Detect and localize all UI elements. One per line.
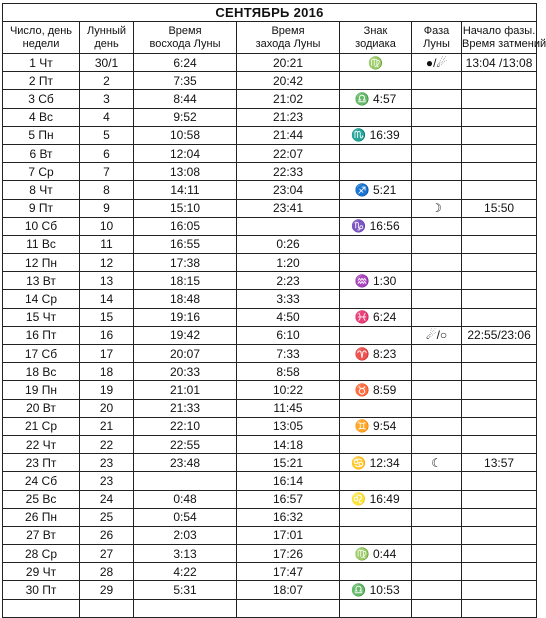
phase-time-cell	[462, 254, 537, 272]
moonset-cell: 17:01	[237, 526, 340, 544]
date-cell: 9 Пт	[3, 199, 80, 217]
date-cell: 21 Ср	[3, 417, 80, 435]
table-row	[3, 417, 537, 435]
zodiac-cell: ♌ 16:49	[340, 490, 412, 508]
empty-cell	[340, 599, 412, 617]
phase-time-cell	[462, 308, 537, 326]
moonset-cell: 17:47	[237, 563, 340, 581]
table-row	[3, 326, 537, 344]
phase-time-cell	[462, 563, 537, 581]
zodiac-cell: ♎ 4:57	[340, 90, 412, 108]
moonset-cell: 23:04	[237, 181, 340, 199]
zodiac-cell: ♒ 1:30	[340, 272, 412, 290]
lunar-day-cell: 5	[80, 126, 134, 144]
zodiac-cell	[340, 526, 412, 544]
phase-cell	[412, 417, 462, 435]
table-row	[3, 490, 537, 508]
zodiac-cell: ♈ 8:23	[340, 345, 412, 363]
lunar-day-cell: 17	[80, 345, 134, 363]
phase-time-cell	[462, 363, 537, 381]
lunar-day-cell: 23	[80, 454, 134, 472]
table-row	[3, 90, 537, 108]
date-cell: 5 Пн	[3, 126, 80, 144]
zodiac-cell: ♏ 16:39	[340, 126, 412, 144]
phase-cell	[412, 545, 462, 563]
zodiac-cell	[340, 235, 412, 253]
header-moonset-line: захода Луны	[255, 37, 321, 50]
phase-time-cell	[462, 472, 537, 490]
moonrise-cell: 18:48	[134, 290, 237, 308]
date-cell: 25 Вс	[3, 490, 80, 508]
phase-time-cell	[462, 163, 537, 181]
moonset-cell: 11:45	[237, 399, 340, 417]
phase-time-cell	[462, 508, 537, 526]
table-row-empty	[3, 599, 537, 617]
phase-cell: ☄/○	[412, 326, 462, 344]
lunar-day-cell: 11	[80, 235, 134, 253]
table-row	[3, 217, 537, 235]
moonset-cell: 0:26	[237, 235, 340, 253]
lunar-day-cell: 8	[80, 181, 134, 199]
phase-cell	[412, 581, 462, 599]
moonset-cell: 8:58	[237, 363, 340, 381]
table-row	[3, 545, 537, 563]
phase-cell	[412, 217, 462, 235]
lunar-day-cell: 13	[80, 272, 134, 290]
date-cell: 23 Пт	[3, 454, 80, 472]
phase-cell	[412, 181, 462, 199]
moonset-cell: 22:33	[237, 163, 340, 181]
table-row	[3, 454, 537, 472]
table-row	[3, 563, 537, 581]
date-cell: 1 Чт	[3, 54, 80, 72]
moonset-cell: 16:57	[237, 490, 340, 508]
phase-cell	[412, 490, 462, 508]
empty-cell	[237, 599, 340, 617]
empty-cell	[80, 599, 134, 617]
header-zodiac-line: Знак	[363, 24, 388, 37]
lunar-day-cell: 3	[80, 90, 134, 108]
phase-cell	[412, 108, 462, 126]
table-row	[3, 199, 537, 217]
lunar-day-cell: 15	[80, 308, 134, 326]
lunar-day-cell: 20	[80, 399, 134, 417]
moonset-cell: 17:26	[237, 545, 340, 563]
zodiac-cell	[340, 435, 412, 453]
moonrise-cell: 10:58	[134, 126, 237, 144]
phase-cell	[412, 72, 462, 90]
date-cell: 16 Пт	[3, 326, 80, 344]
moonset-cell: 7:33	[237, 345, 340, 363]
date-cell: 14 Ср	[3, 290, 80, 308]
zodiac-cell: ♐ 5:21	[340, 181, 412, 199]
table-row	[3, 381, 537, 399]
header-lunar-day-line: Лунный	[86, 24, 127, 37]
moonset-cell: 23:41	[237, 199, 340, 217]
moonset-cell: 20:21	[237, 54, 340, 72]
lunar-day-cell: 24	[80, 490, 134, 508]
table-row	[3, 308, 537, 326]
date-cell: 13 Вт	[3, 272, 80, 290]
lunar-day-cell: 16	[80, 326, 134, 344]
date-cell: 17 Сб	[3, 345, 80, 363]
date-cell: 6 Вт	[3, 144, 80, 162]
zodiac-cell: ♉ 8:59	[340, 381, 412, 399]
moonrise-cell: 22:10	[134, 417, 237, 435]
date-cell: 11 Вс	[3, 235, 80, 253]
moonset-cell: 6:10	[237, 326, 340, 344]
lunar-day-cell: 19	[80, 381, 134, 399]
lunar-day-cell: 27	[80, 545, 134, 563]
phase-time-cell	[462, 290, 537, 308]
lunar-calendar-table	[2, 3, 546, 618]
date-cell: 10 Сб	[3, 217, 80, 235]
moonrise-cell: 12:04	[134, 144, 237, 162]
lunar-day-cell: 25	[80, 508, 134, 526]
date-cell: 24 Сб	[3, 472, 80, 490]
table-row	[3, 526, 537, 544]
table-row	[3, 581, 537, 599]
zodiac-cell	[340, 399, 412, 417]
moonrise-cell: 0:54	[134, 508, 237, 526]
moonrise-cell: 15:10	[134, 199, 237, 217]
zodiac-cell	[340, 472, 412, 490]
header-phase-start-line: Время затмений	[462, 37, 546, 50]
zodiac-cell: ♍	[340, 54, 412, 72]
moonrise-cell: 3:13	[134, 545, 237, 563]
table-row	[3, 72, 537, 90]
phase-cell	[412, 399, 462, 417]
date-cell: 22 Чт	[3, 435, 80, 453]
phase-time-cell	[462, 526, 537, 544]
table-row	[3, 108, 537, 126]
zodiac-cell	[340, 563, 412, 581]
phase-time-cell	[462, 90, 537, 108]
table-row	[3, 126, 537, 144]
date-cell: 18 Вс	[3, 363, 80, 381]
date-cell: 29 Чт	[3, 563, 80, 581]
moonrise-cell: 8:44	[134, 90, 237, 108]
empty-cell	[134, 599, 237, 617]
empty-cell	[462, 599, 537, 617]
phase-time-cell	[462, 545, 537, 563]
lunar-day-cell: 22	[80, 435, 134, 453]
lunar-day-cell: 14	[80, 290, 134, 308]
empty-cell	[3, 599, 80, 617]
moonset-cell: 21:02	[237, 90, 340, 108]
lunar-day-cell: 9	[80, 199, 134, 217]
phase-time-cell	[462, 217, 537, 235]
zodiac-cell: ♎ 10:53	[340, 581, 412, 599]
phase-time-cell	[462, 272, 537, 290]
phase-time-cell	[462, 126, 537, 144]
table-row	[3, 181, 537, 199]
empty-cell	[412, 599, 462, 617]
phase-cell	[412, 308, 462, 326]
table-row	[3, 254, 537, 272]
zodiac-cell	[340, 290, 412, 308]
table-row	[3, 508, 537, 526]
moonset-cell: 15:21	[237, 454, 340, 472]
header-phase-line: Луны	[423, 37, 450, 50]
moonrise-cell: 16:05	[134, 217, 237, 235]
phase-cell: ☽	[412, 199, 462, 217]
document-page	[2, 3, 546, 618]
phase-cell	[412, 235, 462, 253]
header-lunar-day	[80, 22, 134, 54]
lunar-day-cell: 21	[80, 417, 134, 435]
phase-time-cell	[462, 381, 537, 399]
date-cell: 2 Пт	[3, 72, 80, 90]
moonrise-cell: 19:16	[134, 308, 237, 326]
moonset-cell: 2:23	[237, 272, 340, 290]
header-moonrise	[134, 22, 237, 54]
phase-cell	[412, 508, 462, 526]
zodiac-cell	[340, 199, 412, 217]
header-zodiac	[340, 22, 412, 54]
phase-time-cell: 13:57	[462, 454, 537, 472]
date-cell: 7 Ср	[3, 163, 80, 181]
zodiac-cell: ♍ 0:44	[340, 545, 412, 563]
date-cell: 19 Пн	[3, 381, 80, 399]
header-phase-start-line: Начало фазы.	[462, 24, 536, 37]
moonrise-cell: 14:11	[134, 181, 237, 199]
header-date-line: Число, день	[9, 24, 73, 37]
date-cell: 28 Ср	[3, 545, 80, 563]
date-cell: 30 Пт	[3, 581, 80, 599]
moonset-cell	[237, 217, 340, 235]
header-phase-line: Фаза	[423, 24, 450, 37]
moonset-cell: 3:33	[237, 290, 340, 308]
lunar-day-cell: 23	[80, 472, 134, 490]
phase-time-cell	[462, 72, 537, 90]
phase-cell: ●/☄	[412, 54, 462, 72]
moonrise-cell: 9:52	[134, 108, 237, 126]
table-body	[3, 54, 537, 618]
moonrise-cell: 4:22	[134, 563, 237, 581]
phase-time-cell	[462, 181, 537, 199]
lunar-day-cell: 30/1	[80, 54, 134, 72]
moonrise-cell: 17:38	[134, 254, 237, 272]
phase-cell	[412, 526, 462, 544]
phase-cell	[412, 272, 462, 290]
moonrise-cell: 23:48	[134, 454, 237, 472]
lunar-day-cell: 2	[80, 72, 134, 90]
date-cell: 20 Вт	[3, 399, 80, 417]
date-cell: 15 Чт	[3, 308, 80, 326]
moonrise-cell: 13:08	[134, 163, 237, 181]
date-cell: 3 Сб	[3, 90, 80, 108]
moonset-cell: 21:44	[237, 126, 340, 144]
table-row	[3, 472, 537, 490]
column-headers	[3, 22, 537, 54]
phase-time-cell	[462, 235, 537, 253]
moonrise-cell: 16:55	[134, 235, 237, 253]
phase-cell	[412, 90, 462, 108]
phase-time-cell	[462, 108, 537, 126]
phase-cell	[412, 472, 462, 490]
table-row	[3, 435, 537, 453]
phase-time-cell: 15:50	[462, 199, 537, 217]
phase-cell	[412, 144, 462, 162]
date-cell: 8 Чт	[3, 181, 80, 199]
header-moonset-line: Время	[271, 24, 305, 37]
lunar-day-cell: 28	[80, 563, 134, 581]
table-row	[3, 54, 537, 72]
phase-time-cell	[462, 417, 537, 435]
header-date	[3, 22, 80, 54]
moonset-cell: 18:07	[237, 581, 340, 599]
moonset-cell: 16:14	[237, 472, 340, 490]
phase-time-cell	[462, 581, 537, 599]
phase-cell	[412, 254, 462, 272]
lunar-day-cell: 26	[80, 526, 134, 544]
zodiac-cell	[340, 326, 412, 344]
moonrise-cell: 19:42	[134, 326, 237, 344]
header-moonrise-line: восхода Луны	[149, 37, 221, 50]
header-phase-start	[462, 22, 546, 54]
moonrise-cell: 18:15	[134, 272, 237, 290]
moonrise-cell: 21:01	[134, 381, 237, 399]
phase-cell	[412, 126, 462, 144]
header-phase	[412, 22, 462, 54]
moonset-cell: 20:42	[237, 72, 340, 90]
table-title: СЕНТЯБРЬ 2016	[3, 4, 537, 22]
moonset-cell: 13:05	[237, 417, 340, 435]
moonrise-cell: 20:07	[134, 345, 237, 363]
phase-time-cell	[462, 345, 537, 363]
date-cell: 4 Вс	[3, 108, 80, 126]
zodiac-cell	[340, 108, 412, 126]
moonset-cell: 10:22	[237, 381, 340, 399]
header-moonrise-line: Время	[168, 24, 202, 37]
zodiac-cell: ♑ 16:56	[340, 217, 412, 235]
moonrise-cell: 21:33	[134, 399, 237, 417]
date-cell: 27 Вт	[3, 526, 80, 544]
lunar-day-cell: 6	[80, 144, 134, 162]
zodiac-cell: ♋ 12:34	[340, 454, 412, 472]
moonrise-cell: 5:31	[134, 581, 237, 599]
moonset-cell: 22:07	[237, 144, 340, 162]
zodiac-cell	[340, 254, 412, 272]
zodiac-cell	[340, 508, 412, 526]
table-row	[3, 290, 537, 308]
table-row	[3, 272, 537, 290]
lunar-day-cell: 4	[80, 108, 134, 126]
moonset-cell: 4:50	[237, 308, 340, 326]
lunar-day-cell: 18	[80, 363, 134, 381]
phase-cell	[412, 381, 462, 399]
table-row	[3, 144, 537, 162]
lunar-day-cell: 29	[80, 581, 134, 599]
phase-cell	[412, 363, 462, 381]
date-cell: 26 Пн	[3, 508, 80, 526]
zodiac-cell	[340, 363, 412, 381]
header-lunar-day-line: день	[94, 37, 119, 50]
moonrise-cell: 6:24	[134, 54, 237, 72]
moonrise-cell: 0:48	[134, 490, 237, 508]
moonrise-cell	[134, 472, 237, 490]
phase-time-cell	[462, 490, 537, 508]
table-row	[3, 363, 537, 381]
zodiac-cell: ♓ 6:24	[340, 308, 412, 326]
moonrise-cell: 20:33	[134, 363, 237, 381]
moonrise-cell: 2:03	[134, 526, 237, 544]
phase-cell	[412, 345, 462, 363]
phase-cell: ☾	[412, 454, 462, 472]
moonset-cell: 21:23	[237, 108, 340, 126]
moonset-cell: 14:18	[237, 435, 340, 453]
moonset-cell: 1:20	[237, 254, 340, 272]
phase-time-cell	[462, 399, 537, 417]
header-date-line: недели	[22, 37, 60, 50]
table-row	[3, 163, 537, 181]
phase-time-cell	[462, 435, 537, 453]
table-row	[3, 345, 537, 363]
zodiac-cell	[340, 163, 412, 181]
phase-cell	[412, 290, 462, 308]
lunar-day-cell: 12	[80, 254, 134, 272]
zodiac-cell	[340, 72, 412, 90]
table-row	[3, 399, 537, 417]
lunar-day-cell: 10	[80, 217, 134, 235]
date-cell: 12 Пн	[3, 254, 80, 272]
phase-cell	[412, 435, 462, 453]
phase-cell	[412, 163, 462, 181]
phase-time-cell: 22:55/23:06	[462, 326, 537, 344]
phase-cell	[412, 563, 462, 581]
zodiac-cell: ♊ 9:54	[340, 417, 412, 435]
table-row	[3, 235, 537, 253]
moonset-cell: 16:32	[237, 508, 340, 526]
phase-time-cell	[462, 144, 537, 162]
lunar-day-cell: 7	[80, 163, 134, 181]
phase-time-cell: 13:04 /13:08	[462, 54, 537, 72]
zodiac-cell	[340, 144, 412, 162]
moonrise-cell: 7:35	[134, 72, 237, 90]
moonrise-cell: 22:55	[134, 435, 237, 453]
header-zodiac-line: зодиака	[355, 37, 396, 50]
header-moonset	[237, 22, 340, 54]
